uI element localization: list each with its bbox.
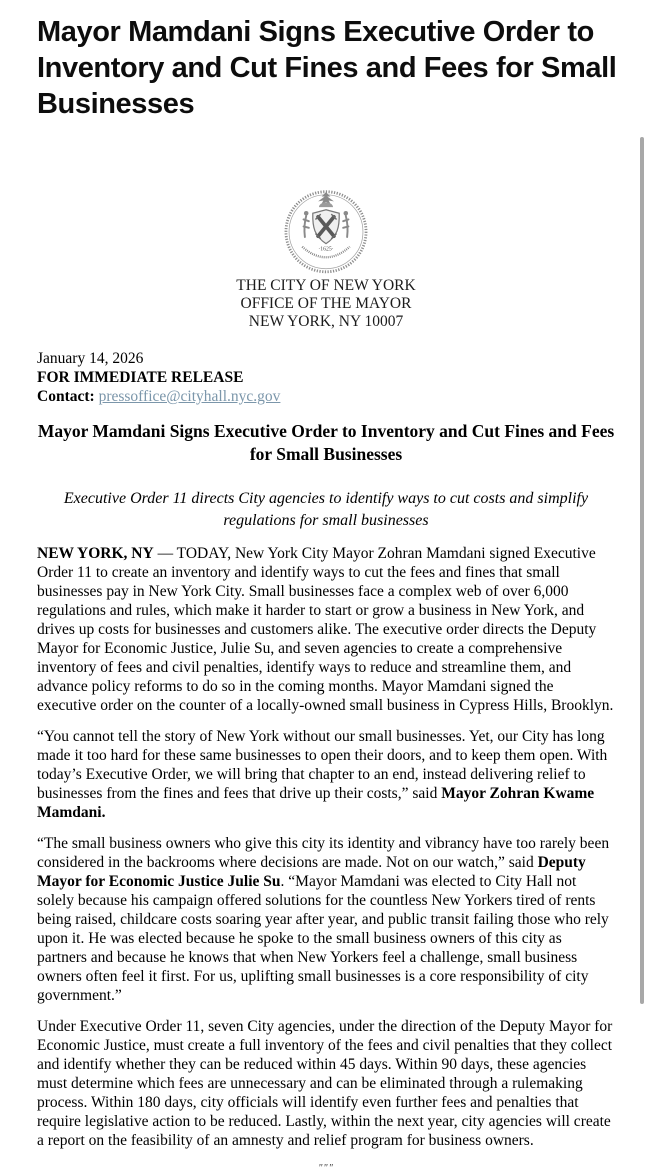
mayor-attribution: Mayor Zohran Kwame Mamdani.	[37, 785, 595, 821]
paragraph-dateline: NEW YORK, NY — TODAY, New York City Mayor Zohran Mamdani signed Executive Order 11 to create an inventory and identify ways to cut the fees and fines that small businesses pay in New York City. Small businesses face a complex web of over 6,000 regulations and rules, which make it harder to start or grow a business in New York, and drives up costs for businesses and customers alike. The executive order directs the Deputy Mayor for Economic Justice, Julie Su, and seven agencies to create a comprehensive inventory of fees and civil penalties, identify ways to reduce and streamline them, and advance policy reforms to do so in the coming months. Mayor Mamdani signed the executive order on the counter of a locally-owned small business in Cypress Hills, Brooklyn.	[37, 545, 614, 714]
seal-year: ·1625·	[318, 246, 334, 253]
immediate-release-label: FOR IMMEDIATE RELEASE	[37, 369, 244, 386]
nyc-city-seal-icon	[282, 186, 370, 274]
release-subtitle: Executive Order 11 directs City agencies to identify ways to cut costs and simplify regulations for small businesses	[63, 490, 589, 529]
press-release-end-marker: """	[318, 1163, 334, 1174]
vertical-scrollbar-thumb[interactable]	[640, 137, 644, 1004]
dateline-city: NEW YORK, NY	[37, 545, 154, 562]
release-date: January 14, 2026	[37, 350, 144, 367]
paragraph-deputy-mayor-quote: “The small business owners who give this city its identity and vibrancy have too rarely been considered in the backrooms where decisions are made. Not on our watch,” said Deputy Mayor for Economic Justice Julie Su. “Mayor Mamdani was elected to City Hall not solely because his campaign offered solutions for the countless New Yorkers tired of rents being raised, childcare costs soaring year after year, and public transit failing those who rely upon it. He was elected because he spoke to the small business owners of this city as partners and because he knows that when New Yorkers feel a challenge, small business owners often feel it first. For us, uplifting small businesses is a core responsibility of city government.”	[37, 835, 610, 1004]
page-title: Mayor Mamdani Signs Executive Order to Inventory and Cut Fines and Fees for Small Businesses	[37, 16, 617, 120]
letterhead-line-zip: NEW YORK, NY 10007	[248, 313, 404, 330]
contact-email-link[interactable]: pressoffice@cityhall.nyc.gov	[98, 388, 281, 405]
letterhead-line-office: OFFICE OF THE MAYOR	[240, 295, 412, 312]
release-title: Mayor Mamdani Signs Executive Order to Inventory and Cut Fines and Fees for Small Businesses	[37, 421, 615, 464]
letterhead	[0, 186, 652, 331]
release-meta	[37, 349, 615, 406]
contact-line	[37, 387, 615, 406]
letterhead-line-city: THE CITY OF NEW YORK	[236, 277, 416, 294]
paragraph-order-details: Under Executive Order 11, seven City agencies, under the direction of the Deputy Mayor for Economic Justice, must create a full inventory of the fees and civil penalties that they collect and identify whether they can be reduced within 45 days. Within 90 days, these agencies must determine which fees are unnecessary and can be eliminated through a rulemaking process. Within 180 days, city officials will identify even further fees and penalties that require legislative action to be reduced. Lastly, within the next year, city agencies will create a report on the feasibility of an amnesty and relief program for business owners.	[37, 1018, 613, 1149]
contact-label: Contact:	[37, 388, 95, 405]
paragraph-mayor-quote: “You cannot tell the story of New York without our small businesses. Yet, our City has long made it too hard for these same businesses to open their doors, and to keep them open. With today’s Executive Order, we will bring that chapter to an end, instead delivering relief to businesses from the fines and fees that drive up their costs,” said Mayor Zohran Kwame Mamdani.	[37, 728, 608, 821]
deputy-mayor-attribution: Deputy Mayor for Economic Justice Julie Su	[37, 854, 586, 890]
